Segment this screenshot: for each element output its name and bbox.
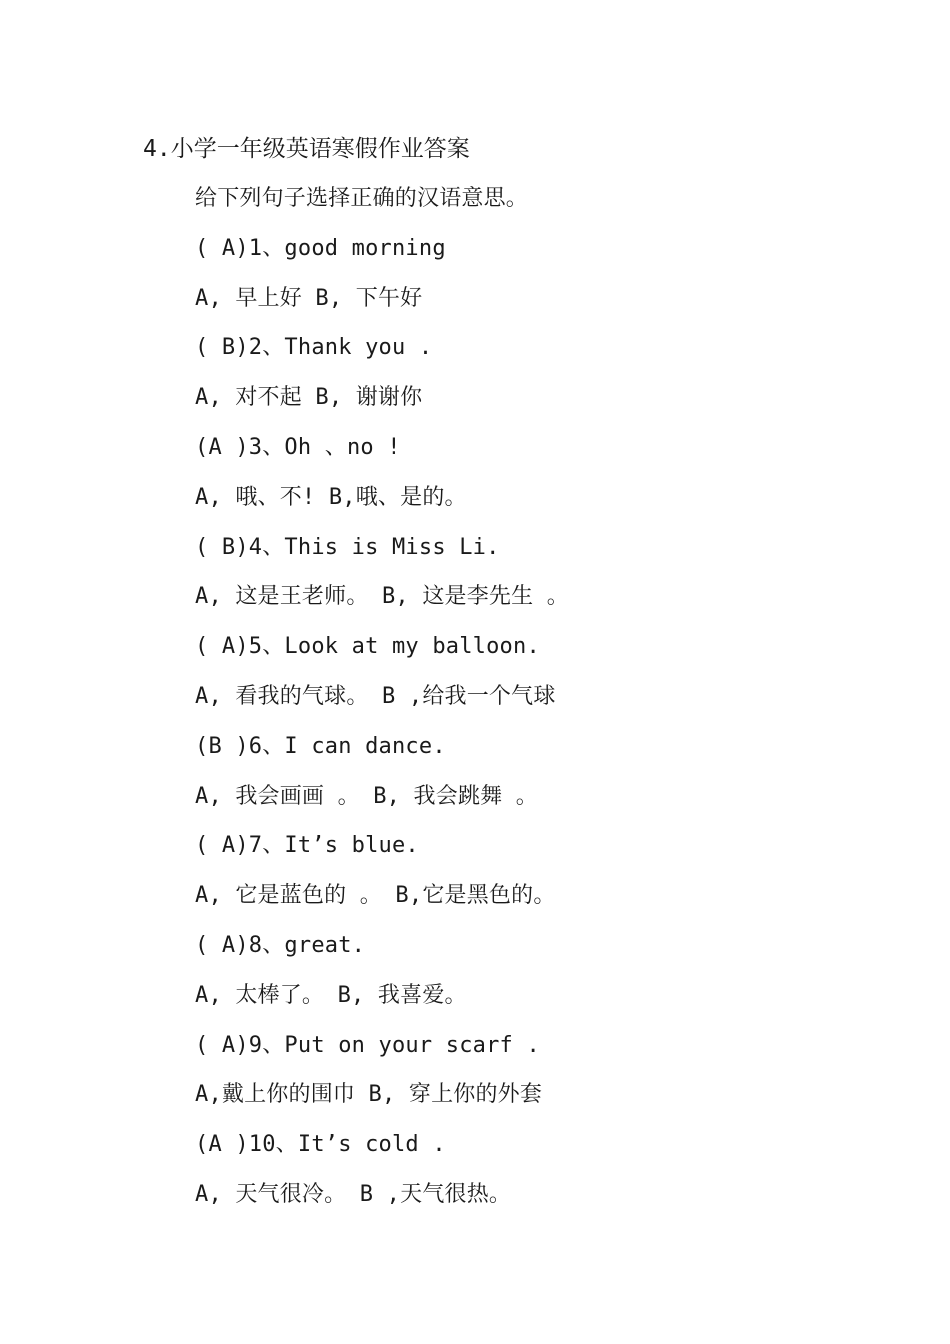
- options-line: A, 哦、不! B,哦、是的。: [195, 484, 467, 510]
- question-line: (A )3、Oh 、no !: [195, 434, 401, 460]
- question-line: ( A)9、Put on your scarf .: [195, 1032, 540, 1058]
- options-line: A,戴上你的围巾 B, 穿上你的外套: [195, 1082, 543, 1108]
- question-line: ( A)1、good morning: [195, 235, 446, 261]
- options-line: A, 太棒了。 B, 我喜爱。: [195, 982, 467, 1008]
- question-line: ( B)2、Thank you .: [195, 335, 433, 361]
- options-line: A, 看我的气球。 B ,给我一个气球: [195, 683, 556, 709]
- question-line: (A )10、It’s cold .: [195, 1132, 446, 1158]
- question-line: ( A)8、great.: [195, 932, 366, 958]
- options-line: A, 天气很冷。 B ,天气很热。: [195, 1181, 512, 1207]
- section-heading: 4.小学一年级英语寒假作业答案: [143, 136, 470, 162]
- options-line: A, 早上好 B, 下午好: [195, 285, 423, 311]
- options-line: A, 对不起 B, 谢谢你: [195, 385, 423, 411]
- question-line: ( B)4、This is Miss Li.: [195, 534, 500, 560]
- instruction-line: 给下列句子选择正确的汉语意思。: [195, 186, 529, 211]
- question-line: ( A)7、It’s blue.: [195, 833, 419, 859]
- options-line: A, 我会画画 。 B, 我会跳舞 。: [195, 783, 539, 809]
- options-line: A, 这是王老师。 B, 这是李先生 。: [195, 584, 569, 610]
- question-line: (B )6、I can dance.: [195, 733, 446, 759]
- exercise-lines: [195, 181, 569, 1227]
- options-line: A, 它是蓝色的 。 B,它是黑色的。: [195, 883, 556, 909]
- question-line: ( A)5、Look at my balloon.: [195, 634, 540, 660]
